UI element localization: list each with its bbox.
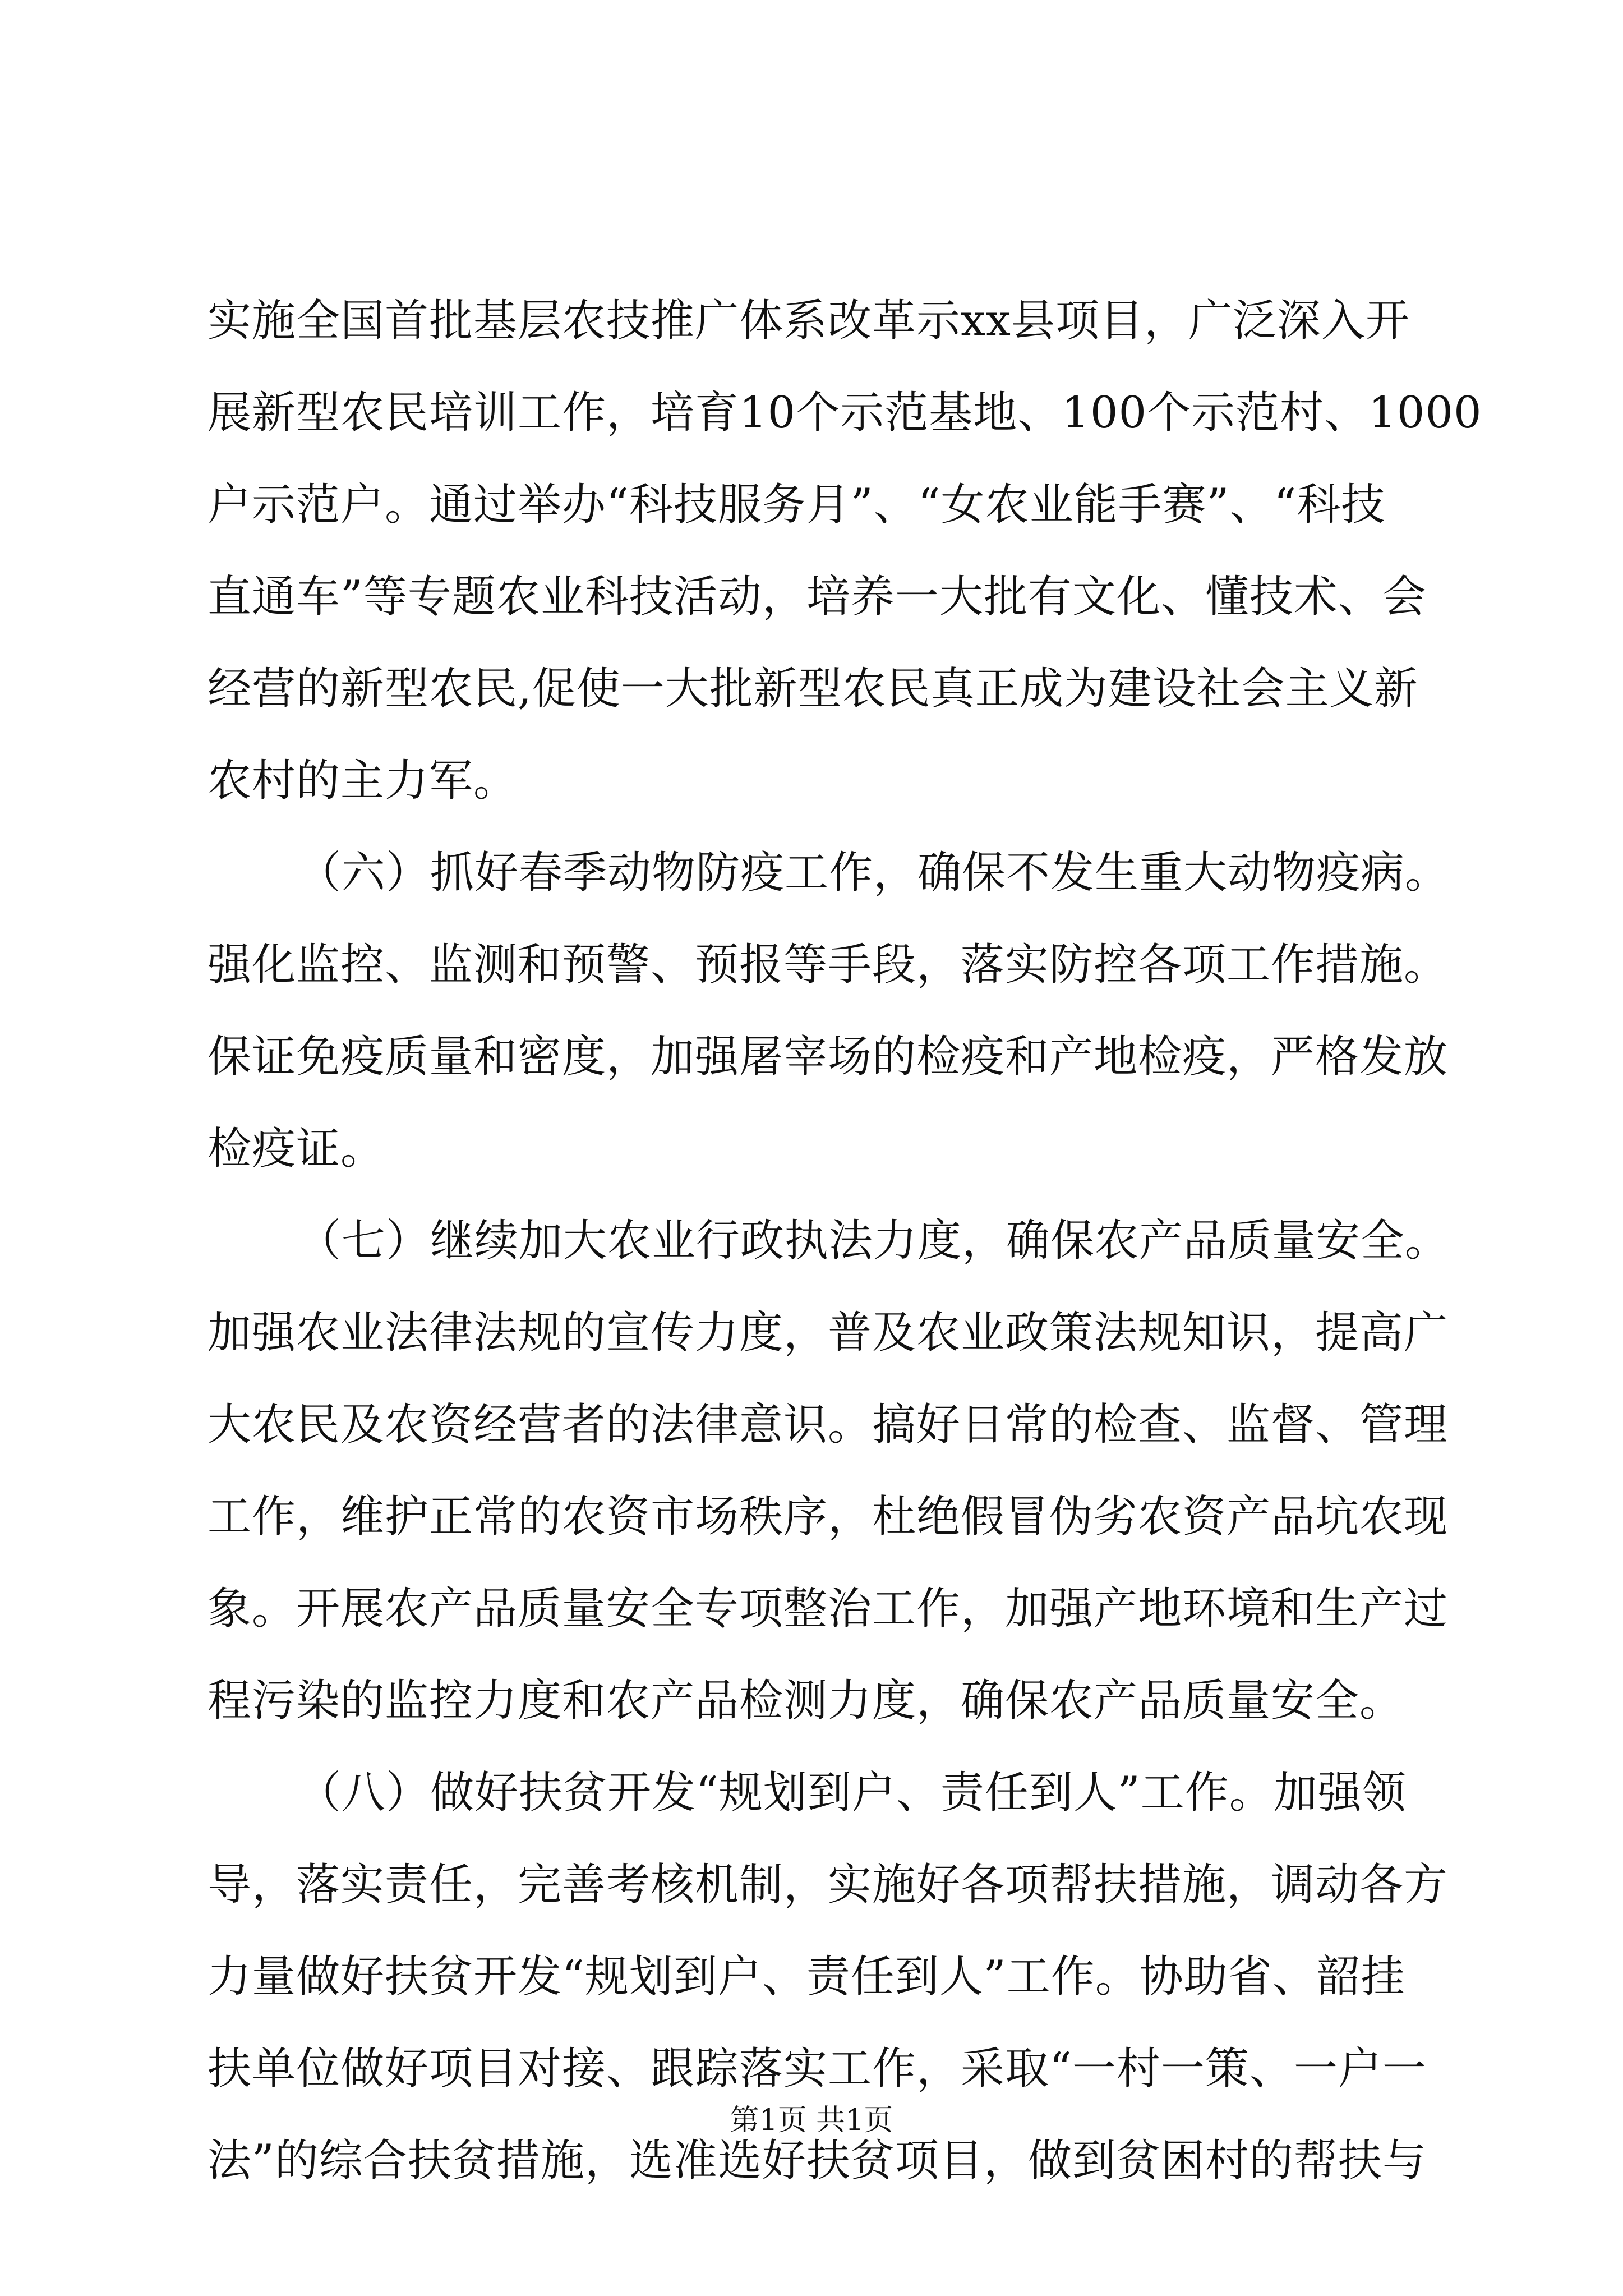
text-line: 象。开展农产品质量安全专项整治工作，加强产地环境和生产过: [208, 1584, 1449, 1634]
section-six-heading-line: （六）抓好春季动物防疫工作，确保不发生重大动物疫病。: [297, 848, 1450, 898]
text-line: 展新型农民培训工作，培育10个示范基地、100个示范村、1000: [208, 388, 1482, 438]
text-line: 力量做好扶贫开发“规划到户、责任到人”工作。协助省、韶挂: [208, 1952, 1405, 2002]
section-eight-heading-line: （八）做好扶贫开发“规划到户、责任到人”工作。加强领: [297, 1768, 1407, 1818]
text-line: 强化监控、监测和预警、预报等手段，落实防控各项工作措施。: [208, 940, 1449, 990]
text-line: 程污染的监控力度和农产品检测力度，确保农产品质量安全。: [208, 1676, 1404, 1726]
section-seven-heading-line: （七）继续加大农业行政执法力度，确保农产品质量安全。: [297, 1216, 1450, 1266]
text-line: 直通车”等专题农业科技活动，培养一大批有文化、懂技术、会: [208, 572, 1427, 622]
text-line: 经营的新型农民,促使一大批新型农民真正成为建设社会主义新: [208, 664, 1418, 714]
page-footer: [0, 2101, 1623, 2140]
text-line: 工作，维护正常的农资市场秩序，杜绝假冒伪劣农资产品坑农现: [208, 1492, 1449, 1542]
text-line: 实施全国首批基层农技推广体系改革示xx县项目，广泛深入开: [208, 296, 1410, 346]
text-line: 加强农业法律法规的宣传力度，普及农业政策法规知识，提高广: [208, 1308, 1449, 1358]
text-line: 大农民及农资经营者的法律意识。搞好日常的检查、监督、管理: [208, 1400, 1449, 1450]
text-line: 法”的综合扶贫措施，选准选好扶贫项目，做到贫困村的帮扶与: [208, 2136, 1427, 2186]
text-line: 户示范户。通过举办“科技服务月”、“女农业能手赛”、“科技: [208, 480, 1386, 530]
text-line: 农村的主力军。: [208, 756, 518, 806]
text-line: 保证免疫质量和密度，加强屠宰场的检疫和产地检疫，严格发放: [208, 1032, 1449, 1082]
document-body: [208, 275, 1482, 2207]
text-line: 检疫证。: [208, 1124, 385, 1174]
page-number-label: 第1页 共1页: [730, 2104, 893, 2137]
text-line: 扶单位做好项目对接、跟踪落实工作，采取“一村一策、一户一: [208, 2044, 1427, 2094]
text-line: 导，落实责任，完善考核机制，实施好各项帮扶措施，调动各方: [208, 1860, 1449, 1910]
